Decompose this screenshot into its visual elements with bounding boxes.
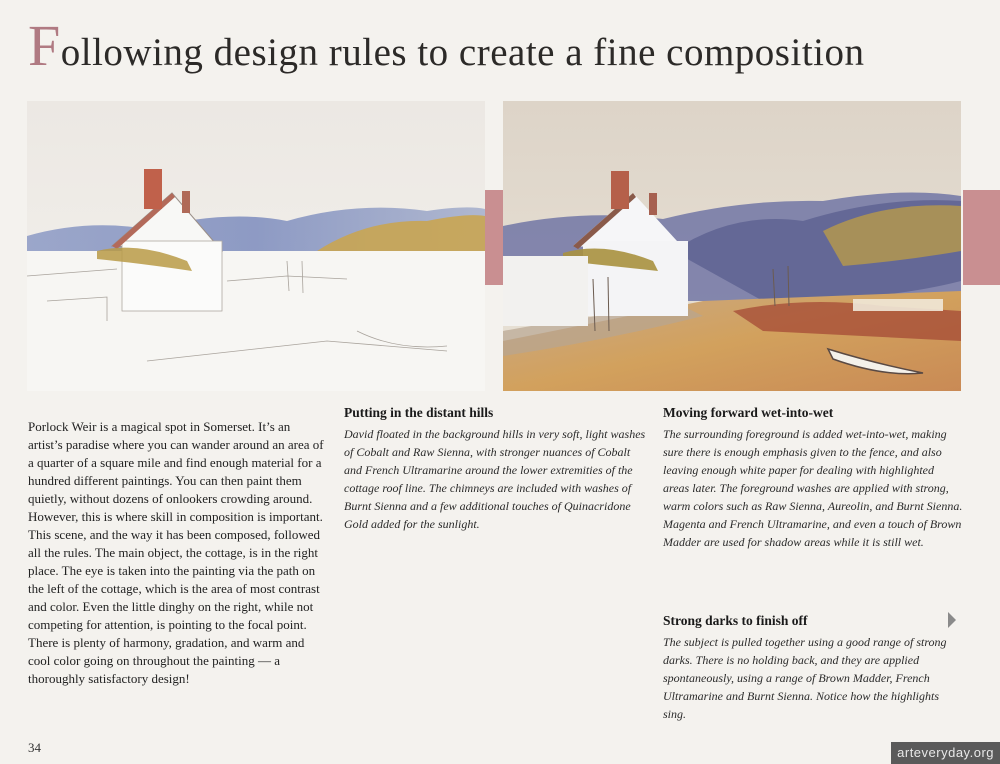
caption-text: The subject is pulled together using a good range of strong darks. There is no holding back, and they are applied spontaneously, using a range of Brown Madder, French Ultramarine and Burnt Sienna. Notice how the highlights sing. <box>663 635 947 721</box>
caption-distant-hills <box>344 405 649 533</box>
caption-text: The surrounding foreground is added wet-into-wet, making sure there is enough emphasis given to the fence, and also leaving enough white paper for dealing with highlighted areas later. The foreground washes are applied with strong, warm colors such as Raw Sienna, Aureolin, and Burnt Sienna. Magenta and French Ultramarine, and even a touch of Brown Madder are used for shadow areas while it is still wet. <box>663 427 963 549</box>
watermark: arteveryday.org <box>891 742 1000 764</box>
caption-wet-into-wet <box>663 405 963 551</box>
page-title <box>28 14 988 85</box>
sketch-painting-image <box>27 101 485 391</box>
finished-painting-image <box>503 101 961 391</box>
accent-tab-middle <box>485 190 503 285</box>
caption-heading: Putting in the distant hills <box>344 405 494 420</box>
caption-heading: Strong darks to finish off <box>663 613 808 628</box>
title-text: ollowing design rules to create a fine composition <box>60 31 865 74</box>
sketch-painting-illustration <box>27 101 485 391</box>
title-initial: F <box>28 13 61 78</box>
caption-text: David floated in the background hills in very soft, light washes of Cobalt and Raw Sienna, with stronger nuances of Cobalt and French Ultramarine around the lower extremities of the cottage roof line. The chimneys are included with washes of Burnt Sienna and a few additional touches of Quinacridone Gold added for the sunlight. <box>344 427 646 531</box>
page-number: 34 <box>28 740 41 755</box>
finished-painting-illustration <box>503 101 961 391</box>
body-text: Porlock Weir is a magical spot in Somerset. It’s an artist’s paradise where you can wander around an area of a quarter of a square mile and find enough material for a hundred different paintings. You can then paint them quietly, without dozens of onlookers crowding around. However, this is where skill in composition is important. This scene, and the way it has been composed, followed all the rules. The main object, the cottage, is in the right place. The eye is taken into the painting via the path on the left of the cottage, which is the area of most contrast and color. Even the little dinghy on the right, while not competing for attention, is pointing to the focal point. There is plenty of harmony, gradation, and warm and cool color going on throughout the painting — a thoroughly satisfactory design! <box>28 419 324 686</box>
caption-strong-darks <box>663 613 953 723</box>
next-page-arrow-icon <box>948 612 956 628</box>
caption-heading: Moving forward wet-into-wet <box>663 405 834 420</box>
accent-tab-right <box>963 190 1000 285</box>
